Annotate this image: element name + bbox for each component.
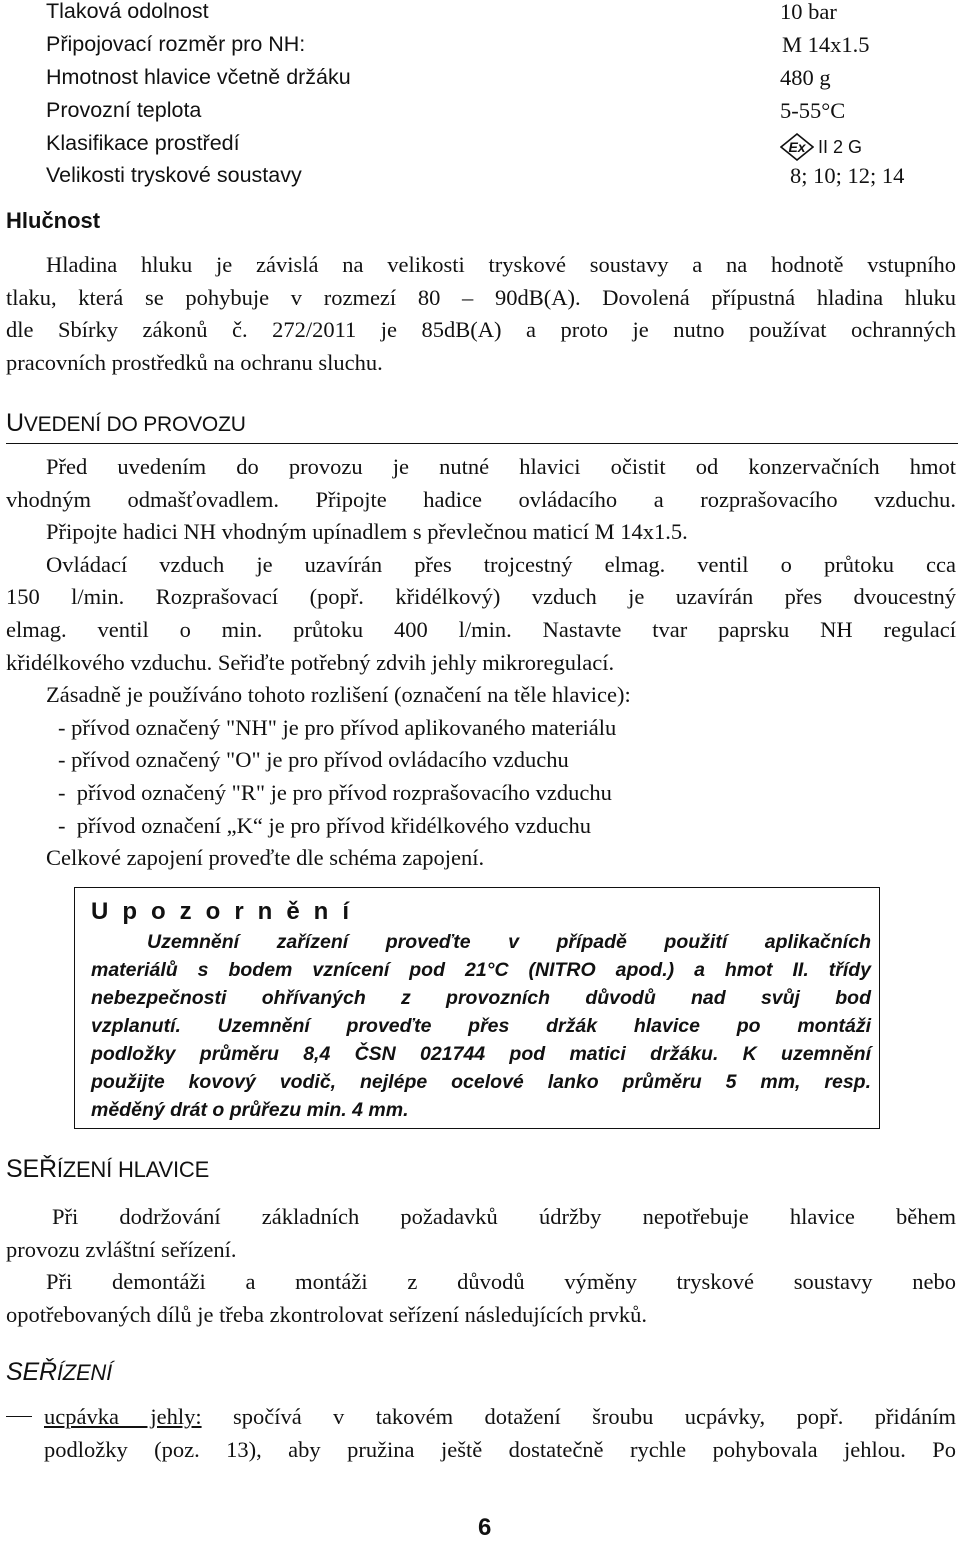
spec-value: 5-55°C	[780, 98, 846, 123]
list-item: - přívod označený "O" je pro přívod ovládacího vzduchu	[58, 747, 569, 773]
text-line: křidélkového vzduchu. Seřiďte potřebný zdvih jehly mikroregulací.	[6, 649, 615, 675]
startup-heading	[6, 409, 246, 438]
spec-value: M 14x1.5	[782, 32, 870, 57]
text-line: vzplanutí. Uzemnění proveďte přes držák hlavice po montáži	[91, 1015, 871, 1037]
noise-heading: Hlučnost	[6, 208, 101, 233]
text-line	[44, 1401, 956, 1434]
spec-row	[46, 163, 926, 195]
text-line: nebezpečnosti ohřívaných z provozních důvodů nad svůj bod	[91, 987, 871, 1009]
warning-title: Upozornění	[91, 898, 363, 925]
text-line: podložky (poz. 13), aby pružina ještě dostatečně rychle pohybovala jehlou. Po	[44, 1436, 956, 1462]
bullet-dash	[6, 1416, 32, 1417]
page-number: 6	[478, 1514, 492, 1541]
text-line: materiálů s bodem vznícení pod 21°C (NITRO apod.) a hmot II. třídy	[91, 959, 871, 981]
spec-row	[46, 32, 926, 64]
text-line: Celkové zapojení proveďte dle schéma zapojení.	[46, 845, 485, 871]
text-line: tlaku, která se pohybuje v rozmezí 80 – 90dB(A). Dovolená přípustná hladina hluku	[6, 284, 956, 310]
text-line: opotřebovaných dílů je třeba zkontrolovat seřízení následujících prvků.	[6, 1301, 648, 1327]
spec-value: 10 bar	[780, 0, 837, 24]
svg-text:Ex: Ex	[788, 139, 806, 155]
text-line: Ovládací vzduch je uzavírán přes trojcestný elmag. ventil o průtoku cca	[46, 551, 956, 577]
spec-label: Velikosti tryskové soustavy	[46, 163, 302, 187]
text-line: Při dodržování základních požadavků údržby nepotřebuje hlavice během	[52, 1204, 956, 1229]
list-item: - přívod označení „K“ je pro přívod křidélkového vzduchu	[58, 812, 591, 838]
spec-value: 8; 10; 12; 14	[790, 163, 905, 188]
noise-paragraph	[6, 249, 956, 379]
text-line: 150 l/min. Rozprašovací (popř. křidélkový) vzduch je uzavírán přes dvoucestný	[6, 584, 956, 610]
heading-initial: SEŘ	[6, 1358, 57, 1386]
text-line: vhodným odmašťovadlem. Připojte hadice ovládacího a rozprašovacího vzduchu.	[6, 486, 956, 512]
adjust-head-heading	[6, 1155, 209, 1184]
term-text: spočívá v takovém dotažení šroubu ucpávky, popř. přidáním	[201, 1404, 956, 1429]
text-line: provozu zvláštní seřízení.	[6, 1236, 237, 1262]
list-item: - přívod označený "NH" je pro přívod aplikovaného materiálu	[58, 714, 617, 740]
text-line: použijte kovový vodič, nejlépe ocelové lanko průměru 5 mm, resp.	[91, 1071, 871, 1093]
spec-row	[46, 2, 926, 34]
spec-label: Klasifikace prostředí	[46, 131, 240, 155]
spec-row	[46, 98, 926, 130]
atex-class: II 2 G	[818, 136, 863, 157]
spec-label: Hmotnost hlavice včetně držáku	[46, 65, 351, 89]
heading-rest: VEDENÍ DO PROVOZU	[23, 413, 246, 436]
text-line: Před uvedením do provozu je nutné hlavici očistit od konzervačních hmot	[46, 454, 956, 479]
text-line: Uzemnění zařízení proveďte v případě použití aplikačních	[147, 931, 871, 953]
heading-rest: ÍZENÍ	[56, 1360, 113, 1385]
startup-paragraph	[6, 451, 956, 875]
spec-row	[46, 65, 926, 97]
term-label: ucpávka jehly:	[44, 1404, 202, 1429]
heading-initial: U	[6, 409, 24, 437]
text-line: měděný drát o průřezu min. 4 mm.	[91, 1099, 409, 1121]
ex-atex-icon	[780, 133, 814, 161]
list-item: - přívod označený "R" je pro přívod rozprašovacího vzduchu	[58, 779, 612, 805]
warning-text	[91, 928, 871, 1124]
spec-value: 480 g	[780, 65, 831, 90]
adjust-head-paragraph-1	[6, 1201, 956, 1266]
spec-label: Tlaková odolnost	[46, 0, 209, 23]
text-line: Zásadně je používáno tohoto rozlišení (označení na těle hlavice):	[46, 682, 631, 708]
warning-box	[74, 887, 880, 1129]
heading-rest: ÍZENÍ HLAVICE	[56, 1157, 210, 1182]
heading-initial: SEŘ	[6, 1155, 57, 1183]
text-line: Připojte hadici NH vhodným upínadlem s převlečnou maticí M 14x1.5.	[46, 519, 688, 545]
adjust-head-paragraph-2	[6, 1266, 956, 1331]
text-line: Hladina hluku je závislá na velikosti tryskové soustavy a na hodnotě vstupního	[46, 252, 956, 277]
adjust-paragraph	[44, 1401, 956, 1466]
adjust-heading	[6, 1358, 112, 1387]
text-line: pracovních prostředků na ochranu sluchu.	[6, 349, 383, 375]
spec-row	[46, 131, 926, 163]
text-line: dle Sbírky zákonů č. 272/2011 je 85dB(A) a proto je nutno používat ochranných	[6, 317, 956, 343]
spec-label: Provozní teplota	[46, 98, 202, 122]
text-line: Při demontáži a montáži z důvodů výměny tryskové soustavy nebo	[46, 1269, 956, 1294]
spec-label: Připojovací rozměr pro NH:	[46, 32, 306, 56]
spec-value	[780, 133, 862, 161]
text-line: elmag. ventil o min. průtoku 400 l/min. Nastavte tvar paprsku NH regulací	[6, 616, 956, 642]
text-line: podložky průměru 8,4 ČSN 021744 pod matici držáku. K uzemnění	[91, 1043, 871, 1065]
section-rule	[6, 443, 958, 444]
